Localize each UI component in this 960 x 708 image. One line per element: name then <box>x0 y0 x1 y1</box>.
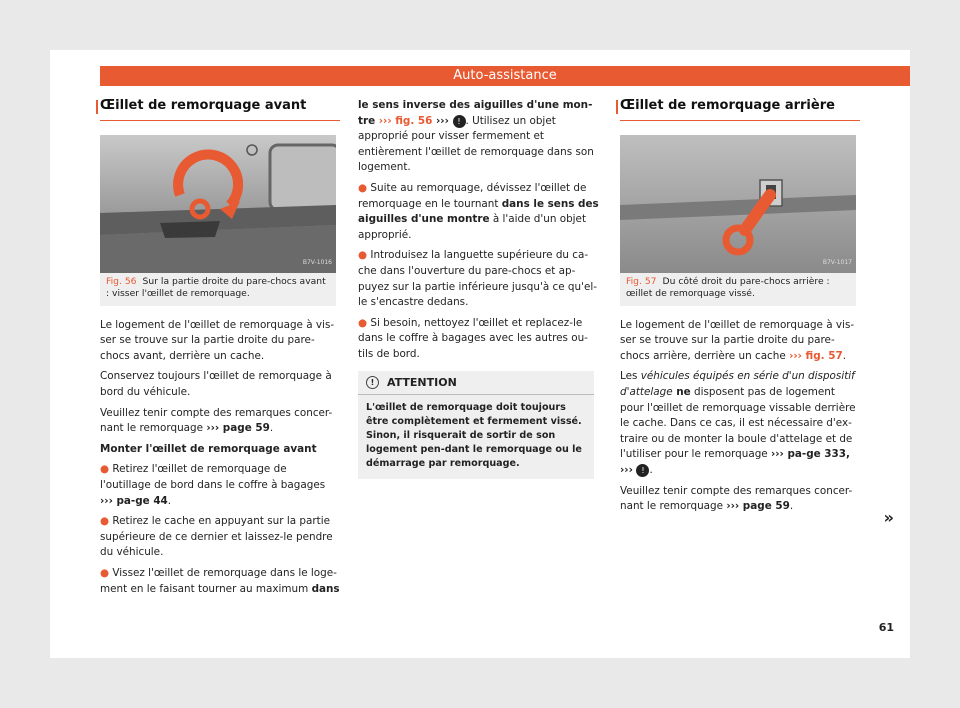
bullet-icon: ● <box>100 515 110 528</box>
list-item: ● Vissez l'œillet de remorquage dans le loge-ment en le faisant tourner au maximum dans <box>100 566 340 595</box>
figure-rear-tow-eye <box>620 135 856 273</box>
warning-box <box>358 371 594 480</box>
paragraph: Conservez toujours l'œillet de remorquage à bord du véhicule. <box>100 370 332 398</box>
figure-caption-text: Du côté droit du pare-chocs arrière : œillet de remorquage vissé. <box>626 275 830 299</box>
page-number: 61 <box>878 621 894 634</box>
left-column <box>100 98 340 602</box>
paragraph: Les véhicules équipés en série d'un dispositif d'attelage ne disposent pas de logement pour l'œillet de remorquage vissable derrière le cache. Dans ce cas, il est nécessaire d'ex-traire ou de monter la boule d'attelage et de l'utiliser pour le remorquage ››› pa-ge 333, ››› ! . <box>620 370 856 476</box>
manual-page <box>50 50 910 658</box>
paragraph: Veuillez tenir compte des remarques concer-nant le remorquage ››› page 59. <box>100 406 333 435</box>
figure-caption-text: Sur la partie droite du pare-chocs avant : visser l'œillet de remorquage. <box>106 275 326 299</box>
bullet-icon: ● <box>358 181 368 194</box>
middle-column <box>358 98 600 479</box>
paragraph: Le logement de l'œillet de remorquage à vis-ser se trouve sur la partie droite du pare-chocs arrière, derrière un cache ››› fig. 57. <box>620 318 855 362</box>
figure-link[interactable]: ››› fig. 56 <box>378 114 433 127</box>
page-link[interactable]: ››› pa-ge 333 <box>770 448 847 461</box>
front-bumper-illustration <box>100 135 336 273</box>
paragraph: le sens inverse des aiguilles d'une mon-tre ››› fig. 56 ››› ! . Utilisez un objet approprié pour visser fermement et entièrement l'œillet de remorquage dans son logement. <box>358 99 594 174</box>
continue-icon: » <box>883 508 894 527</box>
paragraph: Veuillez tenir compte des remarques concer-nant le remorquage ››› page 59. <box>620 484 853 513</box>
bullet-icon: ● <box>358 249 368 262</box>
warning-icon: ! <box>636 464 649 477</box>
list-item: ● Si besoin, nettoyez l'œillet et replacez-le dans le coffre à bagages avec les autres ou-tils de bord. <box>358 316 588 360</box>
page-link[interactable]: ››› pa-ge 44 <box>100 494 168 507</box>
section-title-front: Œillet de remorquage avant <box>100 98 340 121</box>
list-item: ● Introduisez la languette supérieure du ca-che dans l'ouverture du pare-chocs et ap-puyez sur la partie inférieure jusqu'à ce qu'el-le s'encastre dedans. <box>358 249 597 309</box>
figure-code: B7V-1017 <box>822 259 852 266</box>
figure-caption <box>620 273 856 306</box>
figure-caption <box>100 273 336 306</box>
page-link[interactable]: ››› page 59 <box>206 422 270 435</box>
right-column <box>620 98 860 520</box>
list-item: ● Retirez l'œillet de remorquage de l'outillage de bord dans le coffre à bagages ››› pa-ge 44. <box>100 463 326 507</box>
warning-icon: ! <box>453 115 466 128</box>
figure-code: B7V-1016 <box>302 259 332 266</box>
list-item: ● Retirez le cache en appuyant sur la partie supérieure de ce dernier et laissez-le pendre du véhicule. <box>100 515 333 559</box>
list-item: ● Suite au remorquage, dévissez l'œillet de remorquage en le tournant dans le sens des aiguilles d'une montre à l'aide d'un objet approprié. <box>358 181 599 241</box>
bullet-icon: ● <box>100 463 110 476</box>
warning-text: L'œillet de remorquage doit toujours être complètement et fermement vissé. Sinon, il risquerait de sortir de son logement pen-dant le remorquage ou le démarrage par remorquage. <box>366 402 582 470</box>
warning-title: ATTENTION <box>387 375 457 389</box>
section-title-rear: Œillet de remorquage arrière <box>620 98 860 121</box>
figure-link[interactable]: ››› fig. 57 <box>789 349 843 362</box>
paragraph: Le logement de l'œillet de remorquage à vis-ser se trouve sur la partie droite du pare-chocs avant, derrière un cache. <box>100 318 335 362</box>
page-link[interactable]: ››› page 59 <box>726 500 790 513</box>
figure-number: Fig. 56 <box>106 275 137 287</box>
warning-header <box>358 371 594 396</box>
figure-number: Fig. 57 <box>626 275 657 287</box>
chapter-header: Auto-assistance <box>100 66 910 86</box>
warning-icon: ! <box>366 376 379 389</box>
figure-front-tow-eye <box>100 135 336 273</box>
subheading: Monter l'œillet de remorquage avant <box>100 442 317 455</box>
rear-bumper-illustration <box>620 135 856 273</box>
bullet-icon: ● <box>100 566 110 579</box>
bullet-icon: ● <box>358 316 368 329</box>
